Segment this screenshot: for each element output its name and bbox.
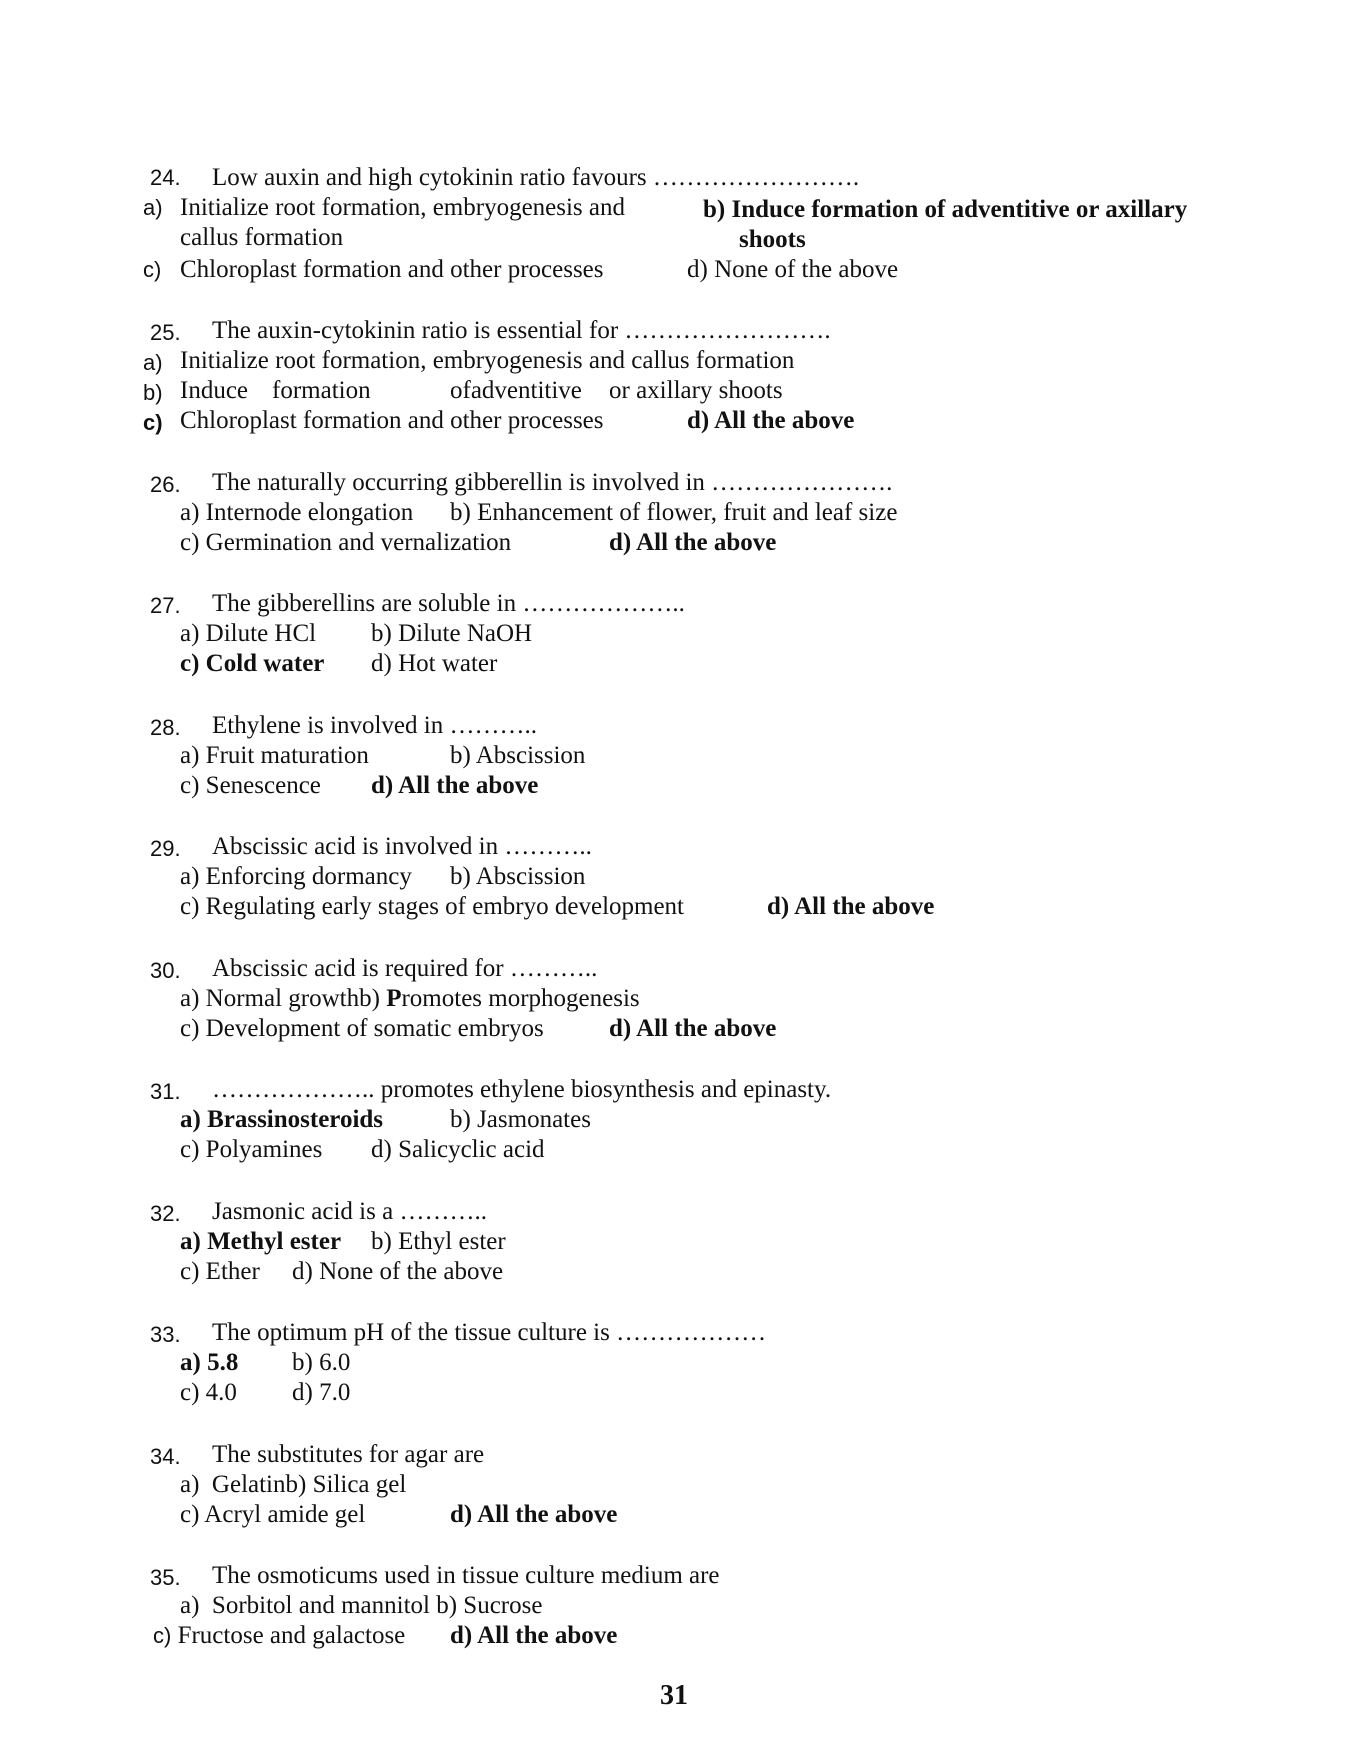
option-c: c) Polyamines <box>180 1136 323 1163</box>
option-a: a) Internode elongation <box>180 499 414 526</box>
option-b: b) Silica gel <box>285 1471 407 1498</box>
option-b-prefix: b) <box>359 985 387 1012</box>
option-c: c) Germination and vernalization <box>180 529 512 556</box>
option-d: d) None of the above <box>292 1258 504 1285</box>
option-a-and-b <box>180 1591 542 1621</box>
option-a: Initialize root formation, embryogenesis and callus formation <box>180 347 795 374</box>
option-c: c) Acryl amide gel <box>180 1501 366 1528</box>
option-c-label: c) <box>143 410 163 435</box>
option-b-correct: b) Induce formation of adventitive or axillary <box>703 196 1188 223</box>
option-c: Fructose and galactose <box>177 1622 406 1649</box>
option-c-label: c) <box>153 1623 172 1648</box>
option-b: b) Enhancement of flower, fruit and leaf size <box>450 499 898 526</box>
option-a: a) Dilute HCl <box>180 620 317 647</box>
option-a-label: a) <box>180 1471 200 1498</box>
option-a: Gelatin <box>211 1471 286 1498</box>
option-a-label: a) <box>143 350 163 375</box>
option-d: d) None of the above <box>687 256 899 283</box>
option-c: Chloroplast formation and other processes <box>180 407 604 434</box>
option-a: a) Enforcing dormancy <box>180 863 412 890</box>
option-d-correct: d) All the above <box>450 1501 618 1528</box>
question-number: 32. <box>150 1201 181 1226</box>
option-b-label: b) <box>143 380 163 405</box>
question-stem: The gibberellins are soluble in ……………….. <box>212 590 685 617</box>
option-a-label: a) <box>143 195 163 220</box>
question-stem: Ethylene is involved in ……….. <box>212 712 537 739</box>
option-b: b) Dilute NaOH <box>371 620 533 647</box>
question-stem: The auxin-cytokinin ratio is essential for ……………………. <box>212 317 831 344</box>
option-a-label: a) <box>180 1592 200 1619</box>
option-a-correct: a) Brassinosteroids <box>180 1106 384 1133</box>
option-a: a) Fruit maturation <box>180 742 369 769</box>
question-number: 34. <box>150 1444 181 1469</box>
option-b-word-2: formation <box>272 377 371 404</box>
option-a: Initialize root formation, embryogenesis and <box>180 194 626 221</box>
option-b: b) Abscission <box>450 742 586 769</box>
page-number: 31 <box>660 1680 688 1711</box>
option-a: a) Normal growth <box>180 985 360 1012</box>
question-number: 35. <box>150 1565 181 1590</box>
question-number: 25. <box>150 320 181 345</box>
option-c: c) 4.0 <box>180 1379 237 1406</box>
question-number: 26. <box>150 472 181 497</box>
option-d-correct: d) All the above <box>450 1622 618 1649</box>
option-d-correct: d) All the above <box>609 1015 777 1042</box>
option-d-correct: d) All the above <box>687 407 855 434</box>
question-number: 27. <box>150 593 181 618</box>
option-c: Chloroplast formation and other processes <box>180 256 604 283</box>
option-d-correct: d) All the above <box>609 529 777 556</box>
option-c-label: c) <box>143 257 162 282</box>
option-b-word-4: or axillary shoots <box>609 377 783 404</box>
question-stem: Abscissic acid is required for ……….. <box>212 955 598 982</box>
option-a-correct: a) 5.8 <box>180 1349 239 1376</box>
question-number: 30. <box>150 958 181 983</box>
option-b: b) Jasmonates <box>450 1106 591 1133</box>
question-number: 33. <box>150 1322 181 1347</box>
question-stem: Jasmonic acid is a ……….. <box>212 1198 487 1225</box>
option-d: d) Salicyclic acid <box>371 1136 545 1163</box>
option-a-correct: a) Methyl ester <box>180 1228 342 1255</box>
question-stem: The naturally occurring gibberellin is involved in …………………. <box>212 469 893 496</box>
option-c-line <box>153 1621 405 1651</box>
option-b: romotes morphogenesis <box>401 985 640 1012</box>
question-stem: The optimum pH of the tissue culture is ……………… <box>212 1319 767 1346</box>
option-a: Sorbitol and mannitol b) Sucrose <box>211 1592 543 1619</box>
option-b-word-1: Induce <box>180 377 249 404</box>
option-c: c) Ether <box>180 1258 260 1285</box>
question-number: 31. <box>150 1079 181 1104</box>
question-number: 29. <box>150 836 181 861</box>
question-number: 24. <box>150 165 181 190</box>
question-stem: The substitutes for agar are <box>212 1441 485 1468</box>
option-d: d) 7.0 <box>292 1379 351 1406</box>
option-b: b) Abscission <box>450 863 586 890</box>
option-b: b) 6.0 <box>292 1349 351 1376</box>
question-stem: Abscissic acid is involved in ……….. <box>212 833 592 860</box>
option-d-correct: d) All the above <box>371 772 539 799</box>
option-d-correct: d) All the above <box>767 893 935 920</box>
option-b-bold: P <box>386 985 402 1012</box>
option-c: c) Senescence <box>180 772 321 799</box>
question-number: 28. <box>150 715 181 740</box>
question-stem: The osmoticums used in tissue culture medium are <box>212 1562 720 1589</box>
option-c: c) Regulating early stages of embryo development <box>180 893 685 920</box>
question-stem: ……………….. promotes ethylene biosynthesis and epinasty. <box>212 1076 832 1103</box>
option-c: c) Development of somatic embryos <box>180 1015 544 1042</box>
option-b-word-3: ofadventitive <box>450 377 582 404</box>
question-stem: Low auxin and high cytokinin ratio favours ……………………. <box>212 164 860 191</box>
option-d: d) Hot water <box>371 650 498 677</box>
option-b: b) Ethyl ester <box>371 1228 506 1255</box>
option-a-continued: callus formation <box>180 224 344 251</box>
option-b-continued: shoots <box>739 226 806 253</box>
option-c-correct: c) Cold water <box>180 650 325 677</box>
option-a-and-b <box>180 1470 406 1500</box>
option-a-and-b <box>180 984 640 1014</box>
